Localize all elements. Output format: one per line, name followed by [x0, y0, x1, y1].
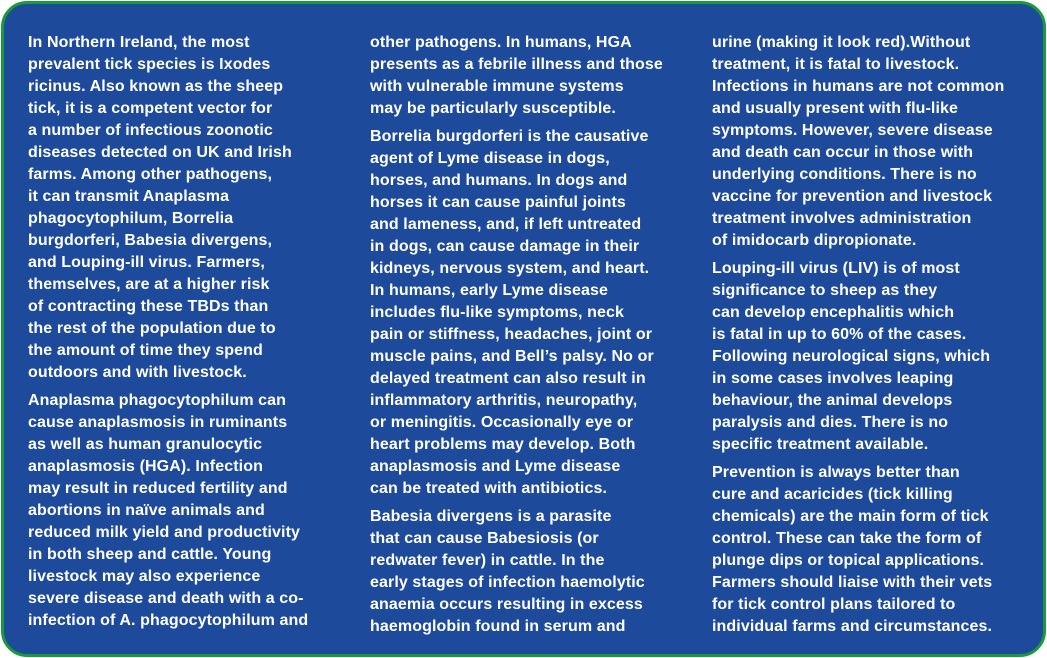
paragraph-babesia-continued: urine (making it look red).Without treatment, it is fatal to livestock. Infections in humans are not common and usually present with flu-like symptoms. However, severe disease and death can occur in those with underlying conditions. There is no vaccine for prevention and livestock treatment involves administration of imidocarb dipropionate.	[712, 34, 1005, 249]
info-panel	[1, 1, 1046, 657]
paragraph-borrelia: Borrelia burgdorferi is the causative agent of Lyme disease in dogs, horses, and humans. In dogs and horses it can cause painful joints and lameness, and, if left untreated in dogs, can cause damage in their kidneys, nervous system, and heart. In humans, early Lyme disease includes flu-like symptoms, neck pain or stiffness, headaches, joint or muscle pains, and Bell’s palsy. No or delayed treatment can also result in inflammatory arthritis, neuropathy, or meningitis. Occasionally eye or heart problems may develop. Both anaplasmosis and Lyme disease can be treated with antibiotics.	[370, 128, 654, 497]
paragraph-babesia: Babesia divergens is a parasite that can cause Babesiosis (or redwater fever) in cattle. In the early stages of infection haemolytic anaemia occurs resulting in excess haemoglobin found in serum and	[370, 508, 645, 635]
paragraph-louping-ill: Louping-ill virus (LIV) is of most significance to sheep as they can develop encephalitis which is fatal in up to 60% of the cases. Following neurological signs, which in some cases involves leaping behaviour, the animal develops paralysis and dies. There is no specific treatment available.	[712, 260, 991, 453]
text-column-2	[370, 32, 686, 644]
paragraph-anaplasma: Anaplasma phagocytophilum can cause anaplasmosis in ruminants as well as human granulocytic anaplasmosis (HGA). Infection may result in reduced fertility and abortions in naïve animals and reduced milk yield and productivity in both sheep and cattle. Young livestock may also experience severe disease and death with a co- infection of A. phagocytophilum and	[28, 392, 309, 629]
text-column-1	[28, 32, 340, 638]
paragraph-tick-species: In Northern Ireland, the most prevalent tick species is Ixodes ricinus. Also known as the sheep tick, it is a competent vector for a number of infectious zoonotic diseases detected on UK and Irish farms. Among other pathogens, it can transmit Anaplasma phagocytophilum, Borrelia burgdorferi, Babesia divergens, and Louping-ill virus. Farmers, themselves, are at a higher risk of contracting these TBDs than the rest of the population due to the amount of time they spend outdoors and with livestock.	[28, 34, 292, 381]
text-column-3	[712, 32, 1032, 644]
paragraph-hga-continued: other pathogens. In humans, HGA presents as a febrile illness and those with vulnerable immune systems may be particularly susceptible.	[370, 34, 663, 117]
paragraph-prevention: Prevention is always better than cure and acaricides (tick killing chemicals) are the main form of tick control. These can take the form of plunge dips or topical applications. Farmers should liaise with their vets for tick control plans tailored to individual farms and circumstances.	[712, 464, 993, 635]
